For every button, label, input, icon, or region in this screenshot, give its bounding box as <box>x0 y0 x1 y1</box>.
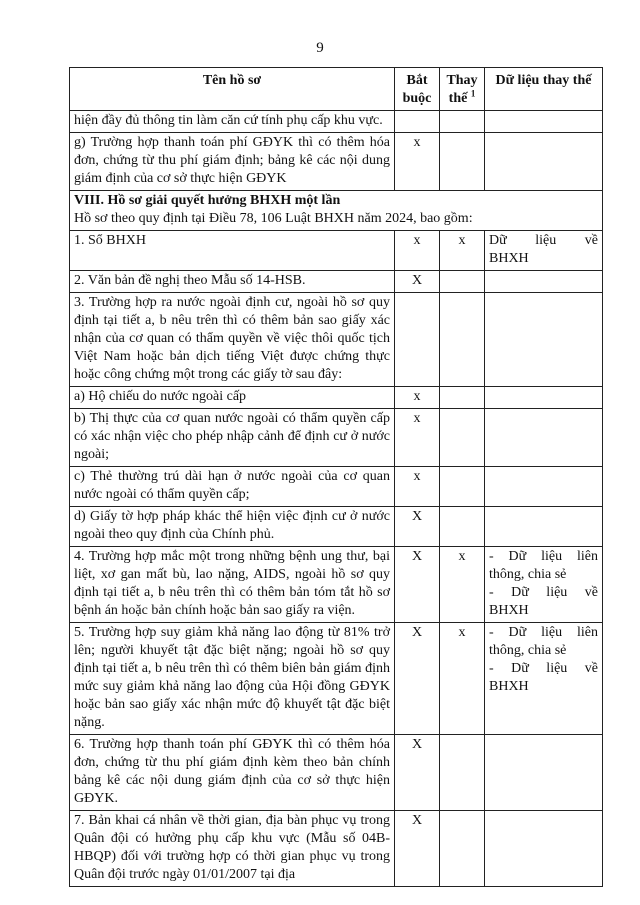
row-required: X <box>395 735 440 811</box>
row-name: 1. Sổ BHXH <box>70 231 395 271</box>
data-line: BHXH <box>489 679 529 694</box>
row-required: X <box>395 623 440 735</box>
row-required: x <box>395 409 440 467</box>
row-required: x <box>395 467 440 507</box>
row-data <box>485 623 603 735</box>
row-required: x <box>395 133 440 191</box>
row-required: x <box>395 231 440 271</box>
row-name: a) Hộ chiếu do nước ngoài cấp <box>70 387 395 409</box>
table-row <box>70 811 603 887</box>
table-row <box>70 507 603 547</box>
row-required: x <box>395 387 440 409</box>
row-replace <box>440 293 485 387</box>
page-number: 9 <box>316 40 324 56</box>
header-replace <box>440 68 485 111</box>
table-row <box>70 387 603 409</box>
row-name: 3. Trường hợp ra nước ngoài định cư, ngoài hồ sơ quy định tại tiết a, b nêu trên thì có thêm bản sao giấy xác nhận của cơ quan có thẩm quyền về việc thôi quốc tịch Việt Nam hoặc bản dịch tiếng Việt được chứng thực hoặc công chứng một trong các giấy tờ sau đây: <box>70 293 395 387</box>
data-line: BHXH <box>489 251 529 266</box>
row-replace <box>440 133 485 191</box>
row-data <box>485 547 603 623</box>
data-line: Dữ liệu về <box>489 233 598 248</box>
data-line: - Dữ liệu liên <box>489 549 598 564</box>
row-replace <box>440 811 485 887</box>
row-replace: x <box>440 231 485 271</box>
data-line: thông, chia sẻ <box>489 567 567 582</box>
row-required: X <box>395 507 440 547</box>
row-replace <box>440 271 485 293</box>
table-row <box>70 623 603 735</box>
row-name: b) Thị thực của cơ quan nước ngoài có thẩm quyền cấp có xác nhận việc cho phép nhập cảnh để định cư ở nước ngoài; <box>70 409 395 467</box>
row-data <box>485 811 603 887</box>
data-line: BHXH <box>489 603 529 618</box>
data-line: - Dữ liệu liên <box>489 625 598 640</box>
data-line: - Dữ liệu về <box>489 661 598 676</box>
row-name: c) Thẻ thường trú dài hạn ở nước ngoài của cơ quan nước ngoài có thẩm quyền cấp; <box>70 467 395 507</box>
row-name: g) Trường hợp thanh toán phí GĐYK thì có thêm hóa đơn, chứng từ thu phí giám định; bảng kê các nội dung giám định của cơ sở thực hiện GĐYK <box>70 133 395 191</box>
table-row <box>70 111 603 133</box>
row-data <box>485 293 603 387</box>
row-name: 6. Trường hợp thanh toán phí GĐYK thì có thêm hóa đơn, chứng từ thu phí giám định kèm theo bản chính bảng kê các nội dung giám định của cơ sở thực hiện GĐYK. <box>70 735 395 811</box>
row-data <box>485 133 603 191</box>
row-data <box>485 735 603 811</box>
row-data <box>485 271 603 293</box>
footnote-marker: 1 <box>470 88 476 99</box>
row-replace <box>440 467 485 507</box>
row-required: X <box>395 271 440 293</box>
section-cell <box>70 191 603 231</box>
table-row <box>70 231 603 271</box>
row-replace: x <box>440 547 485 623</box>
header-replace-label: Thay thế <box>446 73 478 106</box>
row-replace <box>440 111 485 133</box>
row-replace: x <box>440 623 485 735</box>
table-row <box>70 467 603 507</box>
row-name: 7. Bản khai cá nhân về thời gian, địa bàn phục vụ trong Quân đội có hưởng phụ cấp khu vực (Mẫu số 04B-HBQP) đối với trường hợp có thời gian phục vụ trong Quân đội trước ngày 01/01/2007 tại địa <box>70 811 395 887</box>
row-data <box>485 387 603 409</box>
header-required: Bắt buộc <box>395 68 440 111</box>
row-data <box>485 111 603 133</box>
row-replace <box>440 735 485 811</box>
table-row <box>70 547 603 623</box>
table-row <box>70 271 603 293</box>
row-required <box>395 111 440 133</box>
row-data <box>485 507 603 547</box>
row-name: 5. Trường hợp suy giảm khả năng lao động từ 81% trở lên; người khuyết tật đặc biệt nặng; ngoài hồ sơ quy định tại tiết a, b nêu trên thì có thêm biên bản giám định mức suy giảm khả năng lao động của Hội đồng GĐYK hoặc bản sao giấy xác nhận mức độ khuyết tật đặc biệt nặng. <box>70 623 395 735</box>
data-line: - Dữ liệu về <box>489 585 598 600</box>
row-required: X <box>395 811 440 887</box>
table-row <box>70 133 603 191</box>
row-required: X <box>395 547 440 623</box>
data-line: thông, chia sẻ <box>489 643 567 658</box>
row-replace <box>440 387 485 409</box>
table-row <box>70 409 603 467</box>
section-title: VIII. Hồ sơ giải quyết hưởng BHXH một lần <box>74 193 341 208</box>
row-name: 4. Trường hợp mắc một trong những bệnh ung thư, bại liệt, xơ gan mất bù, lao nặng, AIDS, ngoài hồ sơ quy định tại tiết a, b nêu trên thì có thêm bản tóm tắt hồ sơ bệnh án hoặc bản chính hoặc bản sao giấy ra viện. <box>70 547 395 623</box>
row-required <box>395 293 440 387</box>
document-table <box>69 67 603 887</box>
row-data <box>485 409 603 467</box>
row-name: d) Giấy tờ hợp pháp khác thể hiện việc định cư ở nước ngoài theo quy định của Chính phủ. <box>70 507 395 547</box>
row-replace <box>440 507 485 547</box>
table-row <box>70 735 603 811</box>
row-replace <box>440 409 485 467</box>
row-name: hiện đầy đủ thông tin làm căn cứ tính phụ cấp khu vực. <box>70 111 395 133</box>
section-row <box>70 191 603 231</box>
row-data <box>485 231 603 271</box>
table-row <box>70 293 603 387</box>
row-data <box>485 467 603 507</box>
header-data: Dữ liệu thay thế <box>485 68 603 111</box>
table-header-row <box>70 68 603 111</box>
row-name: 2. Văn bản đề nghị theo Mẫu số 14-HSB. <box>70 271 395 293</box>
header-name: Tên hồ sơ <box>70 68 395 111</box>
section-subtitle: Hồ sơ theo quy định tại Điều 78, 106 Luật BHXH năm 2024, bao gồm: <box>74 211 473 226</box>
